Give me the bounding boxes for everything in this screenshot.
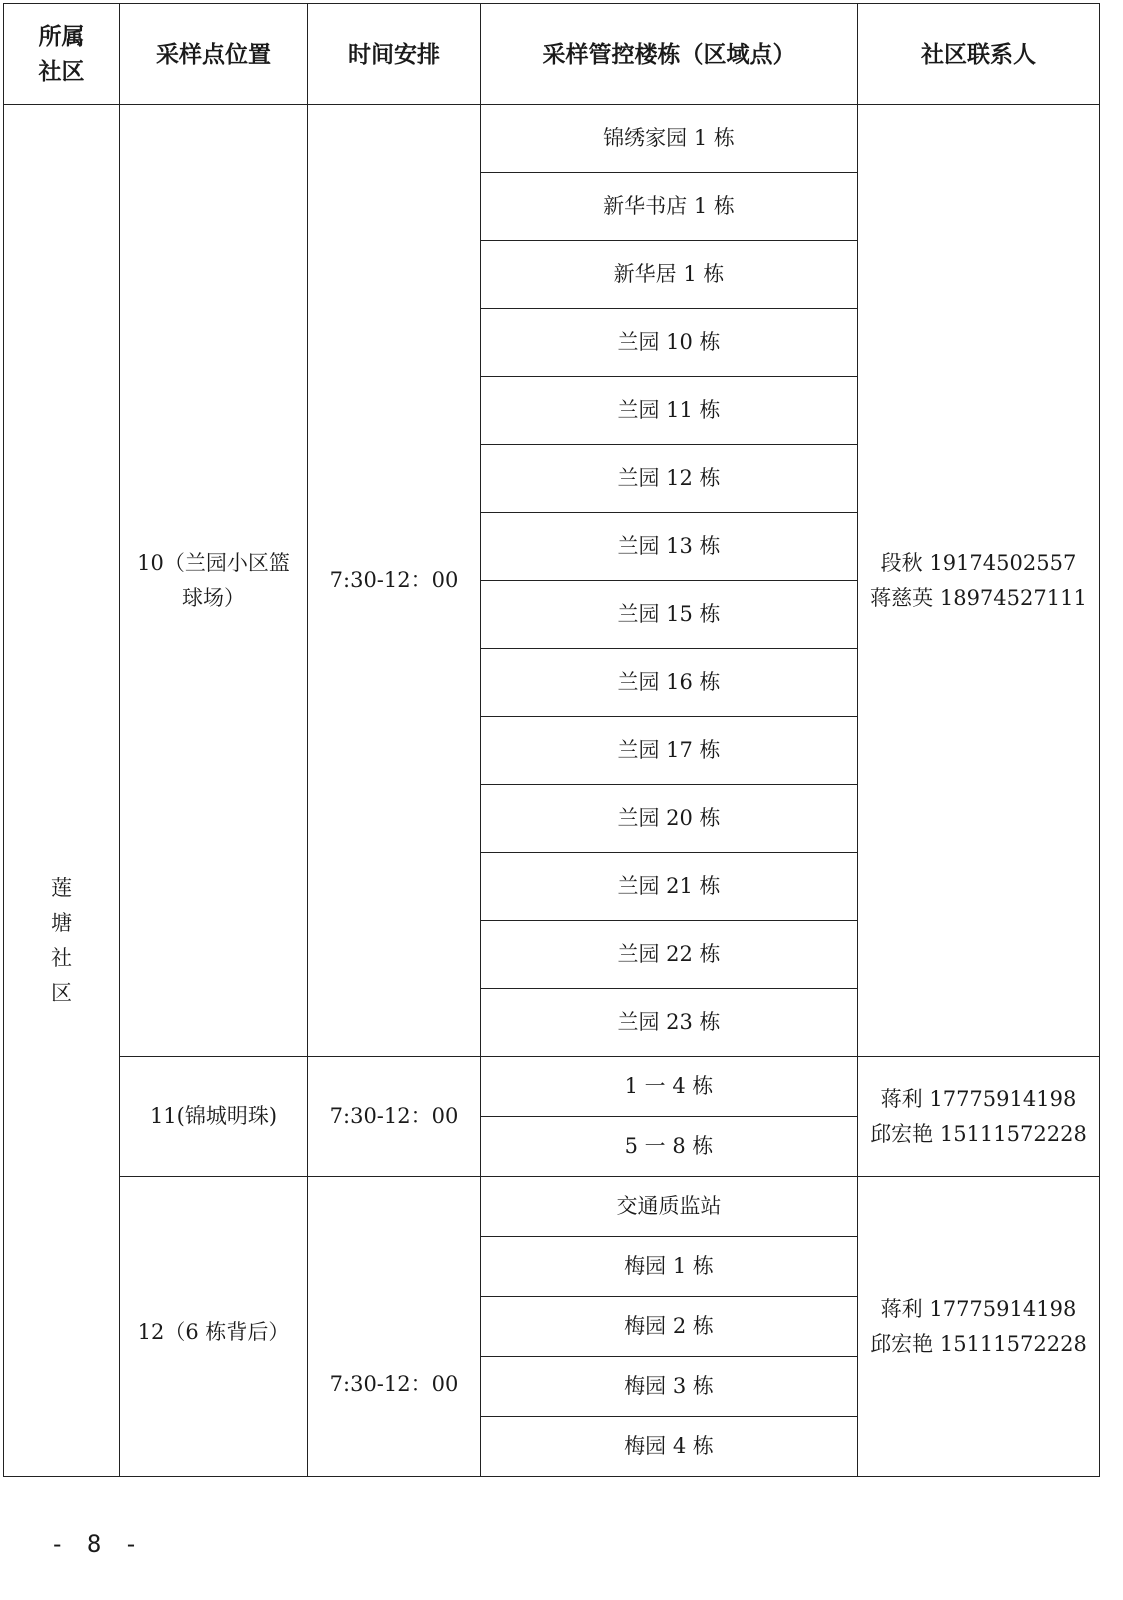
building-cell: 兰园 11 栋 xyxy=(481,377,858,445)
building-cell: 兰园 10 栋 xyxy=(481,309,858,377)
building-cell: 兰园 16 栋 xyxy=(481,649,858,717)
building-cell: 梅园 2 栋 xyxy=(481,1297,858,1357)
sampling-site-cell: 10（兰园小区篮 球场） xyxy=(120,105,308,1057)
time-cell: 7:30-12：00 xyxy=(308,1177,481,1477)
building-cell: 梅园 3 栋 xyxy=(481,1357,858,1417)
building-cell: 兰园 12 栋 xyxy=(481,445,858,513)
contact-line: 邱宏艳 15111572228 xyxy=(870,1121,1087,1146)
time-cell: 7:30-12：00 xyxy=(308,105,481,1057)
sampling-site-cell: 11(锦城明珠) xyxy=(120,1057,308,1177)
building-cell: 5 一 8 栋 xyxy=(481,1117,858,1177)
building-cell: 兰园 21 栋 xyxy=(481,853,858,921)
header-time: 时间安排 xyxy=(308,4,481,105)
header-contact: 社区联系人 xyxy=(858,4,1100,105)
building-cell: 兰园 13 栋 xyxy=(481,513,858,581)
community-char: 塘 xyxy=(51,910,72,935)
building-cell: 兰园 22 栋 xyxy=(481,921,858,989)
community-cell xyxy=(4,105,120,1477)
building-cell: 梅园 1 栋 xyxy=(481,1237,858,1297)
header-buildings: 采样管控楼栋（区域点） xyxy=(481,4,858,105)
building-cell: 新华居 1 栋 xyxy=(481,241,858,309)
table-row xyxy=(4,1057,1100,1117)
contact-line: 蒋慈英 18974527111 xyxy=(870,585,1087,610)
time-cell: 7:30-12：00 xyxy=(308,1057,481,1177)
building-cell: 交通质监站 xyxy=(481,1177,858,1237)
building-cell: 兰园 15 栋 xyxy=(481,581,858,649)
building-cell: 兰园 17 栋 xyxy=(481,717,858,785)
building-cell: 锦绣家园 1 栋 xyxy=(481,105,858,173)
building-cell: 梅园 4 栋 xyxy=(481,1417,858,1477)
contact-line: 蒋利 17775914198 xyxy=(880,1086,1077,1111)
community-char: 社 xyxy=(51,945,72,970)
table-row xyxy=(4,1177,1100,1237)
contact-line: 邱宏艳 15111572228 xyxy=(870,1331,1087,1356)
header-sampling-site: 采样点位置 xyxy=(120,4,308,105)
contact-cell xyxy=(858,1057,1100,1177)
building-cell: 兰园 20 栋 xyxy=(481,785,858,853)
building-cell: 兰园 23 栋 xyxy=(481,989,858,1057)
sampling-schedule-table xyxy=(3,3,1100,1477)
building-cell: 1 一 4 栋 xyxy=(481,1057,858,1117)
community-char: 区 xyxy=(51,980,72,1005)
contact-line: 蒋利 17775914198 xyxy=(880,1296,1077,1321)
contact-cell xyxy=(858,1177,1100,1477)
sampling-site-cell: 12（6 栋背后） xyxy=(120,1177,308,1477)
header-row xyxy=(4,4,1100,105)
community-char: 莲 xyxy=(51,875,72,900)
building-cell: 新华书店 1 栋 xyxy=(481,173,858,241)
table-row xyxy=(4,105,1100,173)
page-number: - 8 - xyxy=(50,1530,143,1558)
contact-line: 段秋 19174502557 xyxy=(880,550,1077,575)
contact-cell xyxy=(858,105,1100,1057)
header-community: 所属 社区 xyxy=(4,4,120,105)
